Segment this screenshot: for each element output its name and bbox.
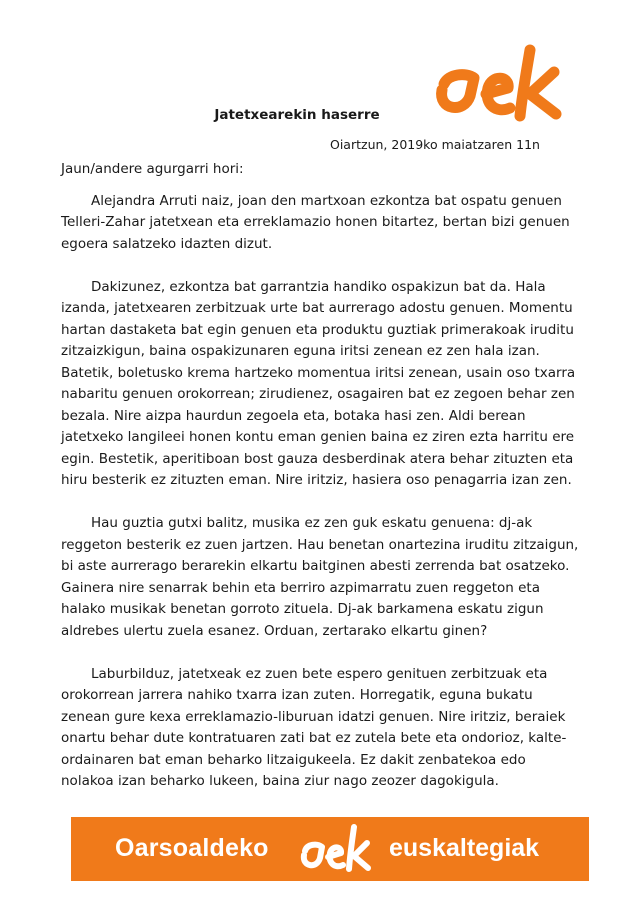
paragraph: Alejandra Arruti naiz, joan den martxoan ezkontza bat ospatu genuen Telleri-Zahar jatetxean eta erreklamazio honen bitartez, bertan bizi genuen egoera salatzeko idazten dizut. bbox=[61, 192, 570, 252]
paragraph: Laburbilduz, jatetxeak ez zuen bete espero genituen zerbitzuak eta orokorrean jarrera nahiko txarra izan zuten. Horregatik, eguna bukatu zenean gure kexa erreklamazio-liburuan idatzi genuen. Nire iritziz, beraiek onartu behar dute kontratuaren zati bat ez zutela bete eta ondorioz, kalte-ordainaren bat eman beharko litzaigukeela. Ez dakit zenbatekoa edo nolakoa izan beharko lukeen, baina ziur nago zeozer dagokigula. bbox=[61, 665, 567, 789]
aek-logo-white bbox=[297, 821, 375, 875]
paragraph: Dakizunez, ezkontza bat garrantzia handiko ospakizun bat da. Hala izanda, jatetxearen zerbitzuak urte bat aurrerago adostu genuen. Momentu hartan dastaketa bat egin genuen eta produktu guztiak primerakoak iruditu zitzaizkigun, baina ospakizunaren eguna iritsi zenean ez zen hala izan. Batetik, boletusko krema hartzeko momentua iritsi zenean, usain oso txarra nabaritu genuen orokorrean; zirudienez, osagairen bat ez zegoen behar zen bezala. Nire aizpa haurdun zegoela eta, botaka hasi zen. Aldi berean jatetxeko langileei honen kontu eman genien baina ez ziren ezta harritu ere egin. Bestetik, aperitiboan bost gauza desberdinak atera behar zituzten eta hiru besterik ez zituzten eman. Nire iritziz, hasiera oso penagarria izan zen. bbox=[61, 278, 576, 488]
dateline: Oiartzun, 2019ko maiatzaren 11n bbox=[330, 137, 540, 152]
letter-title: Jatetxearekin haserre bbox=[214, 107, 380, 123]
footer-right-text: euskaltegiak bbox=[389, 834, 540, 862]
salutation: Jaun/andere agurgarri hori: bbox=[61, 161, 244, 177]
letter-body bbox=[61, 159, 581, 836]
paragraph: Hau guztia gutxi balitz, musika ez zen guk eskatu genuena: dj-ak reggeton besterik ez zuen jartzen. Hau benetan onartezina iruditu zitzaigun, bi aste aurrerago berarekin elkartu baitginen abesti zerrenda bat osatzeko. Gainera nire senarrak behin eta berriro azpimarratu zuen reggeton eta halako musikak benetan gorroto zituela. Dj-ak barkamena eskatu zigun aldrebes ulertu zuela esanez. Orduan, zertarako elkartu ginen? bbox=[61, 515, 579, 639]
footer-banner bbox=[71, 817, 589, 881]
footer-left-text: Oarsoaldeko bbox=[115, 834, 269, 862]
